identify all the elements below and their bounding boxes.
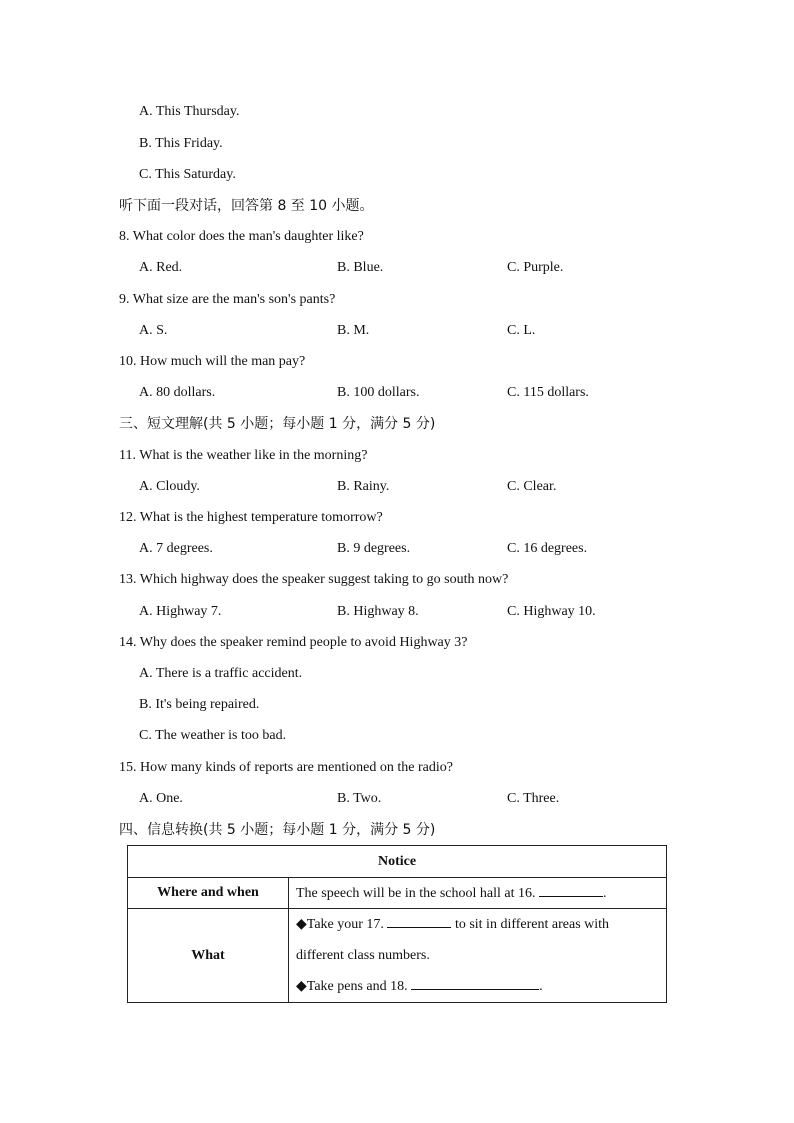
q9-option-c: C. L. — [507, 323, 536, 338]
what-line1-b: to sit in different areas with — [454, 917, 610, 932]
q8-option-a: A. Red. — [139, 260, 183, 275]
q15-option-b: B. Two. — [337, 791, 382, 806]
what-content: ◆Take your 17. to sit in different areas with different class numbers. ◆Take pens and 18. . — [289, 909, 667, 1003]
q12-option-c: C. 16 degrees. — [507, 541, 588, 556]
q11-option-b: B. Rainy. — [337, 479, 390, 494]
q14-option-b: B. It's being repaired. — [139, 697, 260, 712]
q9-option-a: A. S. — [139, 323, 168, 338]
question-11: 11. What is the weather like in the morning? — [119, 448, 368, 463]
q11-option-c: C. Clear. — [507, 479, 557, 494]
q13-option-c: C. Highway 10. — [507, 604, 596, 619]
q7-option-b: B. This Friday. — [139, 136, 223, 151]
q7-option-a: A. This Thursday. — [139, 104, 240, 119]
instruction-8-10: 听下面一段对话，回答第 8 至 10 小题。 — [119, 198, 374, 214]
q13-option-a: A. Highway 7. — [139, 604, 222, 619]
q7-option-c: C. This Saturday. — [139, 167, 236, 182]
q10-option-c: C. 115 dollars. — [507, 385, 589, 400]
q11-option-a: A. Cloudy. — [139, 479, 200, 494]
q13-option-b: B. Highway 8. — [337, 604, 419, 619]
section-4-title: 四、信息转换(共 5 小题；每小题 1 分，满分 5 分) — [119, 822, 436, 838]
blank-18[interactable] — [411, 977, 539, 990]
blank-17[interactable] — [387, 915, 451, 928]
what-line2: different class numbers. — [296, 948, 430, 963]
q12-option-b: B. 9 degrees. — [337, 541, 411, 556]
question-12: 12. What is the highest temperature tomorrow? — [119, 510, 383, 525]
q14-option-c: C. The weather is too bad. — [139, 728, 287, 743]
what-line3: ◆Take pens and 18. — [296, 979, 408, 994]
notice-table — [127, 845, 667, 1003]
q12-option-a: A. 7 degrees. — [139, 541, 213, 556]
q9-option-b: B. M. — [337, 323, 370, 338]
q8-option-c: C. Purple. — [507, 260, 564, 275]
q10-option-b: B. 100 dollars. — [337, 385, 420, 400]
question-10: 10. How much will the man pay? — [119, 354, 306, 369]
section-3-title: 三、短文理解(共 5 小题；每小题 1 分，满分 5 分) — [119, 416, 436, 432]
blank-16[interactable] — [539, 884, 603, 897]
question-13: 13. Which highway does the speaker suggest taking to go south now? — [119, 572, 509, 587]
notice-title: Notice — [128, 846, 667, 878]
question-14: 14. Why does the speaker remind people to avoid Highway 3? — [119, 635, 468, 650]
question-8: 8. What color does the man's daughter like? — [119, 229, 364, 244]
q14-option-a: A. There is a traffic accident. — [139, 666, 303, 681]
question-15: 15. How many kinds of reports are mentioned on the radio? — [119, 760, 453, 775]
what-label: What — [128, 909, 289, 1003]
q15-option-c: C. Three. — [507, 791, 560, 806]
what-line1-a: ◆Take your 17. — [296, 917, 384, 932]
q15-option-a: A. One. — [139, 791, 183, 806]
where-when-text: The speech will be in the school hall at 16. — [296, 886, 536, 901]
where-when-content: The speech will be in the school hall at 16. . — [289, 878, 667, 909]
question-9: 9. What size are the man's son's pants? — [119, 292, 336, 307]
where-when-label: Where and when — [128, 878, 289, 909]
q8-option-b: B. Blue. — [337, 260, 384, 275]
q10-option-a: A. 80 dollars. — [139, 385, 216, 400]
